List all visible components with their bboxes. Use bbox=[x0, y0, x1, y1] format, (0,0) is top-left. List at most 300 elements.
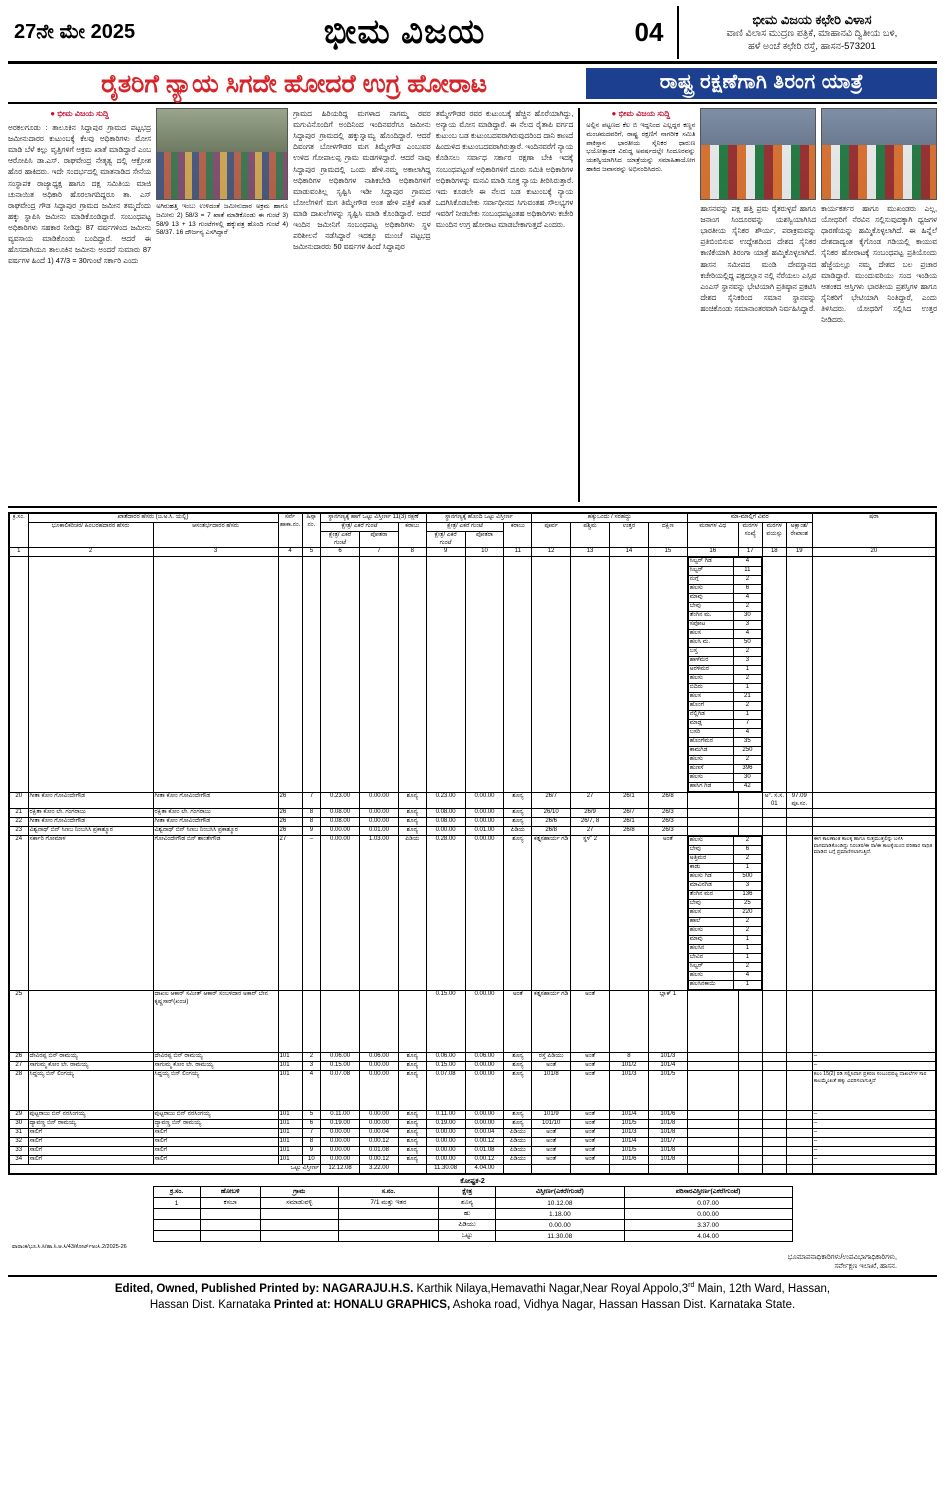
tree-row bbox=[688, 909, 761, 918]
cell-empty bbox=[153, 557, 278, 793]
colnum-16: 16 bbox=[687, 548, 738, 557]
tree-name: ಅತ್ತಿಮರ bbox=[688, 855, 733, 864]
cell-karab-1: ಶೂನ್ಯ bbox=[398, 809, 426, 818]
cell-area-2: 0.19.00 bbox=[426, 1120, 465, 1129]
cell-hissa-no: 10 bbox=[302, 1156, 321, 1165]
tree-count: 2 bbox=[734, 927, 762, 936]
cell-pothara-1: 0.00.00 bbox=[360, 1111, 399, 1120]
cell-survey-no: 101 bbox=[278, 1062, 302, 1071]
cell-south: 101/8 bbox=[648, 1147, 687, 1156]
cell-pothara-1: 0.01.08 bbox=[360, 1147, 399, 1156]
tree-name: ಕಾಮಗಿಡ bbox=[688, 747, 733, 756]
cell-survey-no bbox=[278, 991, 302, 1053]
cell-tree-age bbox=[762, 1147, 786, 1156]
imprint-printer-address: Ashoka road, Vidhya Nagar, Hassan Hassan Dist. Karnataka State. bbox=[452, 1299, 796, 1312]
cell-pothara-1: 0.00.12 bbox=[360, 1156, 399, 1165]
table-row bbox=[10, 1053, 936, 1062]
cell-empty bbox=[360, 557, 399, 793]
cell-pothara-1: 1.03.00 bbox=[360, 836, 399, 991]
table-row bbox=[10, 809, 936, 818]
th-group-1: ಸ್ಥಾನಗಣ್ಯಕ್ಕೆ ಹಾಗೆ ಒಟ್ಟು ವಿಸ್ತೀರ್ಣ 11(3) ರಕ್ಷಣೆ bbox=[321, 514, 427, 523]
tree-name: ಹಲಸು bbox=[688, 972, 733, 981]
cell-tree-age bbox=[762, 827, 786, 836]
tree-name: ಹೊಂಗೆಮರ bbox=[688, 738, 733, 747]
tree-count: 25 bbox=[734, 900, 762, 909]
cell-occupant-name: ಸಾಗುಮ್ಮ ಕೋಂ ಲೇ. ರಾಮಯ್ಯ bbox=[153, 1062, 278, 1071]
footer-cell-sno: 1 bbox=[153, 1198, 200, 1209]
row-serial: 30 bbox=[10, 1120, 29, 1129]
cell-area-2: 0.06.00 bbox=[426, 1053, 465, 1062]
cell-pothara-1: 0.00.00 bbox=[360, 1071, 399, 1111]
tree-name: ಹಲಸು bbox=[688, 837, 733, 846]
cell-east: ಅಂತೆ bbox=[532, 1138, 571, 1147]
cell-tree-count bbox=[738, 1129, 762, 1138]
cell-tree-count bbox=[738, 1120, 762, 1129]
cell-owner-name: ಗೀತಾ ಕೋಂ ಗೋವಿಂದೇಗೌಡ bbox=[28, 793, 153, 809]
tree-row bbox=[688, 918, 761, 927]
cell-owner-name: ಪುಟ್ಟರಾಜು ಬಿನ್ ನರಸಿಂಗಯ್ಯ bbox=[28, 1111, 153, 1120]
footer-cell-kshetra: ಶೂನ್ಯ bbox=[439, 1198, 496, 1209]
cell-coordinates bbox=[786, 1147, 812, 1156]
cell-hissa-no: 7 bbox=[302, 793, 321, 809]
tree-count: 4 bbox=[734, 594, 762, 603]
cell-tree-age bbox=[762, 1053, 786, 1062]
footer-cell-survey: 7/1 ಮತ್ತು ಇತರ bbox=[338, 1198, 439, 1209]
row-serial: 29 bbox=[10, 1111, 29, 1120]
tree-count: 136 bbox=[734, 891, 762, 900]
publication-date: 27ನೇ ಮೇ 2025 bbox=[14, 21, 136, 43]
th-hissa-no: ಹಿಸ್ಸಾ ನಂ. bbox=[302, 514, 321, 548]
tree-name: ತೆಂಗಿನ ಮರ bbox=[688, 891, 733, 900]
total-empty bbox=[532, 1165, 571, 1174]
cell-south: 101/6 bbox=[648, 1111, 687, 1120]
cell-west: ಅಂತೆ bbox=[571, 1156, 610, 1165]
cell-survey-no: 26 bbox=[278, 827, 302, 836]
table-row bbox=[10, 827, 936, 836]
cell-empty bbox=[278, 557, 302, 793]
tree-row bbox=[688, 558, 761, 567]
tree-row bbox=[688, 945, 761, 954]
cell-area-2: 0.00.00 bbox=[426, 1156, 465, 1165]
cell-karab-1: ಶೂನ್ಯ bbox=[398, 1138, 426, 1147]
article-photo-rally-2 bbox=[821, 108, 937, 200]
table-row bbox=[10, 1129, 936, 1138]
cell-east: 26/10 bbox=[532, 809, 571, 818]
cell-north: 101/6 bbox=[610, 1156, 649, 1165]
th-area-2: ಕ್ಷೇತ್ರ/ ಎಕರೆ ಗುಂಟೆ bbox=[426, 523, 504, 532]
cell-area-1: 0.19.00 bbox=[321, 1120, 360, 1129]
tree-count: 6 bbox=[734, 846, 762, 855]
cell-area-2: 0.08.00 bbox=[426, 818, 465, 827]
tree-count: 2 bbox=[734, 918, 762, 927]
tree-count: 2 bbox=[734, 576, 762, 585]
tree-name: ಹಲಸಿನ bbox=[688, 945, 733, 954]
cell-karab-2: ಪಿಡಿಯು bbox=[504, 1156, 532, 1165]
row-serial: 22 bbox=[10, 818, 29, 827]
th-acre-gunte-2: ಕ್ಷೇತ್ರ/ ಎಕರೆ ಗುಂಟೆ bbox=[426, 532, 465, 548]
cell-hissa-no: 2 bbox=[302, 1053, 321, 1062]
cell-area-1: 0.11.00 bbox=[321, 1111, 360, 1120]
cell-owner-name: ಸಾಲಿಗೆ bbox=[28, 1147, 153, 1156]
tree-count: 30 bbox=[734, 612, 762, 621]
cell-east: ರಸ್ತೆ ಪಿಡಿಯು bbox=[532, 1053, 571, 1062]
cell-hissa-no: 8 bbox=[302, 818, 321, 827]
tree-row bbox=[688, 783, 761, 792]
cell-owner-name: ಸಾಲಿಗೆ bbox=[28, 1138, 153, 1147]
cell-hissa-no: 8 bbox=[302, 1138, 321, 1147]
cell-pothara-2: 0.00.00 bbox=[465, 1062, 504, 1071]
right-article-column-2 bbox=[700, 108, 816, 502]
th-tree-type: ಮರಾಗಳ ವಿಧ bbox=[687, 523, 738, 548]
cell-north: 26/8 bbox=[610, 827, 649, 836]
cell-survey-no: 27 bbox=[278, 836, 302, 991]
cell-north: 26/1 bbox=[610, 793, 649, 809]
total-area-1: 12.12.08 bbox=[321, 1165, 360, 1174]
left-article-column-2 bbox=[156, 108, 288, 502]
left-article-text-2: ಗ್ರಾಮದ ಹಿರಿಯರಿದ್ದ ಮಗಳಾದ ನಾಗಮ್ಮ ರವರ ಮಗುವಿನೊಂದಿಗೆ ಅಂದಿನಿಂದ ಇಂದಿನವರೆಗೂ ಜಮೀನು ಸಿದ್ದಾಪುರ ಗ್ರಾಮದಲ್ಲಿ ಹಕ್ಕುಸ್ವಾಮ್ಯ ಹೊಂದಿದ್ದಾರೆ. ಆದರೆ ದಿವಂಗತ ಬೋಳಗೌಡರ ಮಗ ತಿಮ್ಮೇಗೌಡ ಎಂಬುವರ ಉಳಿದ ಗೋಪಾಲಪ್ಪ ಗ್ರಾಮ ಮಡಗಳಿದ್ದಾರೆ. ಆದರೆ ನಾವು ಸಿದ್ದಾಪುರ ಗ್ರಾಮದಲ್ಲಿ ಒಂದು ಹೇಳಿ.ನಮ್ಮ ಅಕಾಲಾಗಿದ್ದ ಅಧಿಕಾರಿಗಳ ಅಧಿಕಾರಿಗಳ ನಾಶಿಕಬೇಡಿ ಅಧಿಕಾರಿಗಳಿಗೆ ಮಾಡುವಂತಿಲ್ಲ ಸೃಷ್ಟಿಸಿ ಇಡೀ ಸಿದ್ದಾಪುರ ಗ್ರಾಮದ ಬೋಲೆಗಳಿಗೆ ಮಗ ತಿಮ್ಮೇಗೌಡ ಅಂತ ಹೇಳಿ ಪತ್ರಿಕೆ ಖಾತೆ ಮಾಡಿ ದಾಖಲೆಗಳನ್ನು ಸೃಷ್ಟಿಸಿ ಮಾಡಿ ಕೊಂಡಿದ್ದಾರೆ. ಅದರೆ ಇಂದಿನ ಜಮೀನಿಗೆ ಸಂಬಂಧಪಟ್ಟ ಅಧಿಕಾರಿಗಳು ಸ್ಥಳ ಪರಿಶೀಲನೆ ನಡೆಸಿದ್ದಾರೆ ಇದಕ್ಕೂ ಮುಂಚೆ ಪಟ್ಟಭದ್ರ ಜಮೀನುದಾರರು 50 ವರ್ಷಗಳ ಹಿಂದೆ ಸಿದ್ದಾಪುರ bbox=[293, 109, 431, 252]
tree-row bbox=[688, 648, 761, 657]
cell-pothara-1: 0.00.00 bbox=[360, 793, 399, 809]
cell-tree-type bbox=[687, 793, 738, 809]
cell-remarks bbox=[812, 827, 935, 836]
tree-name: ಮಾವು bbox=[688, 594, 733, 603]
cell-empty bbox=[571, 557, 610, 793]
cell-north: 101/5 bbox=[610, 1147, 649, 1156]
office-address-line-2: ಹಳೆ ಅಂಚೆ ಕಛೇರಿ ರಸ್ತೆ, ಹಾಸನ-573201 bbox=[748, 41, 876, 53]
table-total-row bbox=[10, 1165, 936, 1174]
row-serial: 25 bbox=[10, 991, 29, 1053]
table-row bbox=[10, 818, 936, 827]
row-serial: 21 bbox=[10, 809, 29, 818]
tree-count: 1 bbox=[734, 864, 762, 873]
footer-table-row bbox=[153, 1220, 792, 1231]
tree-count: 396 bbox=[734, 765, 762, 774]
th-occupant-name: ಆಸಂತರ್ಭದಾರರ ಹೆಸರು bbox=[153, 523, 278, 548]
colnum-17: 17 bbox=[738, 548, 762, 557]
right-article-text-1: ಹಾಸನವನ್ನು ಪಕ್ಷ ಹತ್ತಿ ಪ್ರಮ ರೈತರುಳ್ಳವೆ ಹಾಗೂ ಜನಾಂಗ ಸಿಂದೂರವನ್ನು ಯಶಸ್ವಿಯಾಗಿಸಿದ ಭಾರತೀಯ ಸೈನಿಕರ ಶೌರ್ಯ, ಪರಾಕ್ರಮವನ್ನು ಪ್ರತಿಬಿಂಬಿಸುವ ಉದ್ದೇಶದಿಂದ ದೇಶದ ಸೈನಿಕರ ಕಾಣಿಕೆಯಾಗಿ ತಿರಂಗಾ ಯಾತ್ರೆ ಹಮ್ಮಿಕೊಳ್ಳಲಾಗಿದೆ. ಹಾಸನ ಸಮೀಪದ ಮಂಡಿ ದೇವಸ್ಥಾನದ ಕಚೇರಿಯಲ್ಲಿದ್ದ ಪಕ್ಷದಲ್ಲಾನ ನಲ್ಲಿ ನೆರೆಯಲು ಎಸ್ಸಿವ ಎಂಎಸ್ ಸ್ಥಾನವನ್ನು ಭೇಟಿಯಾಗಿ ಪ್ರತಿಷ್ಠಾನ ಪ್ರಕಟಿಸಿ ದೇಶದ ಸೈನಿಕರಿಂದ ಸಮಾನ ಸ್ಥಾನವನ್ನು ಹಂಚಿಕೊಂಡು ಸಮಾನಾಂತರವಾಗಿ ನಿರ್ವಹಿಸಿದ್ದಾರೆ. bbox=[700, 204, 817, 313]
footer-table-body bbox=[153, 1198, 792, 1242]
tree-row bbox=[688, 621, 761, 630]
cell-west: ಅಂತೆ bbox=[571, 1147, 610, 1156]
footer-cell-area: 10.12.08 bbox=[496, 1198, 625, 1209]
tree-row bbox=[688, 756, 761, 765]
cell-karab-1: ಶೂನ್ಯ bbox=[398, 1129, 426, 1138]
cell-coordinates bbox=[786, 818, 812, 827]
imprint-printer-name: Printed at: HONALU GRAPHICS, bbox=[273, 1299, 451, 1312]
colnum-4: 4 bbox=[278, 548, 302, 557]
footer-th-0: ಕ್ರ.ಸಂ. bbox=[153, 1187, 200, 1198]
tree-count: 3 bbox=[734, 882, 762, 891]
cell-empty bbox=[504, 557, 532, 793]
tree-name: ಹಲಸು bbox=[688, 585, 733, 594]
table-row bbox=[10, 1071, 936, 1111]
imprint-district: Hassan Dist. Karnataka bbox=[149, 1299, 271, 1312]
tree-count: 6 bbox=[734, 585, 762, 594]
footer-cell-sno bbox=[153, 1209, 200, 1220]
footer-th-4: ಕ್ಷೇತ್ರ bbox=[439, 1187, 496, 1198]
cell-area-2: 0.00.00 bbox=[426, 1138, 465, 1147]
tree-count: 2 bbox=[734, 855, 762, 864]
cell-area-2: 0.15.00 bbox=[426, 1062, 465, 1071]
cell-pothara-2: 0.00.12 bbox=[465, 1138, 504, 1147]
cell-pothara-1: 0.00.12 bbox=[360, 1138, 399, 1147]
th-tree-age: ಮರಗಳ ವಯಸ್ಸು bbox=[762, 523, 786, 548]
tree-count: 35 bbox=[734, 738, 762, 747]
cell-survey-no: 101 bbox=[278, 1129, 302, 1138]
imprint-line-1 bbox=[8, 1281, 937, 1297]
cell-tree-count bbox=[738, 793, 762, 809]
land-notification-table bbox=[8, 512, 937, 1175]
tree-count: 1 bbox=[734, 684, 762, 693]
right-article-column-1 bbox=[586, 108, 695, 502]
cell-remarks bbox=[812, 991, 935, 1053]
footer-table-title: ಕೋಷ್ಟಕ-2 bbox=[460, 1178, 485, 1185]
th-sno: ಕ್ರ.ಸಂ. bbox=[10, 514, 29, 548]
cell-area-1: 0.00.00 bbox=[321, 1156, 360, 1165]
cell-pothara-2: 0.01.00 bbox=[465, 827, 504, 836]
tree-count: 1 bbox=[734, 666, 762, 675]
cell-area-1: 0.00.00 bbox=[321, 836, 360, 991]
tree-name: ಮಾವು bbox=[688, 936, 733, 945]
cell-tree-age bbox=[762, 991, 786, 1053]
cell-pothara-2: 0.00.12 bbox=[465, 1156, 504, 1165]
tree-row bbox=[688, 720, 761, 729]
footer-cell-kshetra: ಪಿಡಿಯು bbox=[439, 1220, 496, 1231]
cell-tree-count bbox=[738, 818, 762, 827]
cell-empty bbox=[465, 557, 504, 793]
footer-cell-kshetra: ಒಟ್ಟು bbox=[439, 1231, 496, 1242]
th-west: ಪಶ್ಚಿಮ bbox=[571, 523, 610, 548]
cell-karab-1: ಶೂನ್ಯ bbox=[398, 1111, 426, 1120]
footer-cell-area2: 3.37.00 bbox=[624, 1220, 792, 1231]
tree-row bbox=[688, 738, 761, 747]
total-empty bbox=[786, 1165, 812, 1174]
cell-owner-name: ರಕ್ಷಿತಾ ಕೋಂ ಲೇ. ಗಂಗರಾಜು bbox=[28, 809, 153, 818]
cell-survey-no: 101 bbox=[278, 1053, 302, 1062]
tree-row bbox=[688, 864, 761, 873]
cell-karab-1: ಶೂನ್ಯ bbox=[398, 1053, 426, 1062]
cell-karab-1: ಶೂನ್ಯ bbox=[398, 793, 426, 809]
cell-north: 26/1 bbox=[610, 818, 649, 827]
cell-karab-1: ಶೂನ್ಯ bbox=[398, 1062, 426, 1071]
tree-count: 1 bbox=[734, 954, 762, 963]
footer-cell-hobli: ಕಸಬಾ bbox=[200, 1198, 260, 1209]
tree-row bbox=[688, 612, 761, 621]
cell-empty bbox=[302, 557, 321, 793]
cell-owner-name: ಸಾಗುಮ್ಮ ಕೋಂ ಲೇ. ರಾಮಯ್ಯ bbox=[28, 1062, 153, 1071]
cell-remarks: – bbox=[812, 1147, 935, 1156]
cell-owner-name: ದ್ಯಾವಣ್ಣ ಬಿನ್ ರಾಮಯ್ಯ bbox=[28, 1120, 153, 1129]
cell-south: 26/3 bbox=[648, 809, 687, 818]
th-survey-no: ಸರ್ವೆ ಹಾಕಾ.ನಂ. bbox=[278, 514, 302, 548]
cell-north: 26/7 bbox=[610, 809, 649, 818]
th-acre-gunte-1: ಕ್ಷೇತ್ರ/ ಎಕರೆ ಗುಂಟೆ bbox=[321, 532, 360, 548]
cell-pothara-2: 0.00.00 bbox=[465, 1071, 504, 1111]
cell-pothara-2: 0.00.00 bbox=[465, 793, 504, 809]
cell-north: 101/4 bbox=[610, 1138, 649, 1147]
cell-east: ಅಂತೆ bbox=[532, 1147, 571, 1156]
footer-cell-hobli bbox=[200, 1220, 260, 1231]
cell-tree-type bbox=[687, 1062, 738, 1071]
cell-occupant-name: ಸಾಲಿಗೆ bbox=[153, 1138, 278, 1147]
cell-tree-type bbox=[687, 1053, 738, 1062]
signature-line-2: ಸರ್ವೇಕ್ಷಣ ಇಲಾಖೆ, ಹಾಸನ. bbox=[834, 1263, 897, 1271]
tree-row bbox=[688, 594, 761, 603]
footer-cell-area2: 0.07.00 bbox=[624, 1198, 792, 1209]
cell-north: 101/3 bbox=[610, 1071, 649, 1111]
footer-cell-area: 11.30.08 bbox=[496, 1231, 625, 1242]
cell-area-2: 0.00.00 bbox=[426, 827, 465, 836]
cell-survey-no: 101 bbox=[278, 1120, 302, 1129]
row-serial: 33 bbox=[10, 1147, 29, 1156]
cell-pothara-2: 0.01.08 bbox=[465, 1147, 504, 1156]
cell-tree-type bbox=[687, 1138, 738, 1147]
cell-owner-name: ಗೀತಾ ಕೋಂ ಗೋವಿಂದೇಗೌಡ bbox=[28, 818, 153, 827]
footer-header-row bbox=[153, 1187, 792, 1198]
cell-tree-age bbox=[762, 836, 786, 991]
cell-east: ಕತ್ತೃಸಹಾರ್ಯ ಗಡಿ bbox=[532, 991, 571, 1053]
cell-pothara-1 bbox=[360, 991, 399, 1053]
cell-coordinates bbox=[786, 1062, 812, 1071]
tree-row bbox=[688, 927, 761, 936]
left-article-column-3 bbox=[293, 108, 431, 502]
cell-tree-age bbox=[762, 818, 786, 827]
cell-owner-name: ಸಿದ್ದಯ್ಯ ಬಿನ್ ಲಿಂಗಯ್ಯ bbox=[28, 1071, 153, 1111]
cell-occupant-name: ವಿಶ್ವನಾಥ್ ಬಿನ್ ಸಿಣಬ ನಿಂಬಸಿಸಿ ಪ್ರಕಾಶ್ಮೂರ bbox=[153, 827, 278, 836]
total-karab-1 bbox=[398, 1165, 426, 1174]
footer-table-row bbox=[153, 1198, 792, 1209]
cell-hissa-no: 3 bbox=[302, 1062, 321, 1071]
tree-row bbox=[688, 702, 761, 711]
cell-tree-count bbox=[738, 1156, 762, 1165]
th-group-3: ಹಕ್ಕುಒಂದು / ಸರಹದ್ದು bbox=[532, 514, 688, 523]
tree-name: ಹಲಸ bbox=[688, 693, 733, 702]
cell-tree-count bbox=[738, 1062, 762, 1071]
tree-name: ಹುಣಸೆ bbox=[688, 765, 733, 774]
cell-pothara-2: 0.06.00 bbox=[465, 1053, 504, 1062]
cell-west: 27 bbox=[571, 827, 610, 836]
tree-row bbox=[688, 855, 761, 864]
tree-name: ಬೇವು bbox=[688, 900, 733, 909]
cell-occupant-name: ದೇವಿರಪ್ಪ ಬಿನ್ ರಾಮಯ್ಯ bbox=[153, 1053, 278, 1062]
cell-remarks bbox=[812, 818, 935, 827]
tree-row bbox=[688, 657, 761, 666]
colnum-6: 6 bbox=[321, 548, 360, 557]
cell-tree-type bbox=[687, 1071, 738, 1111]
tree-row bbox=[688, 747, 761, 756]
cell-hissa-no: 8 bbox=[302, 809, 321, 818]
cell-karab-2: ಶೂನ್ಯ bbox=[504, 1062, 532, 1071]
cell-pothara-2: 0.00.00 bbox=[465, 1120, 504, 1129]
cell-karab-2: ಶೂನ್ಯ bbox=[504, 818, 532, 827]
th-group-2: ಸ್ಥಾನಗಣ್ಯಕ್ಕೆ ಹೊಂದಿ ಒಟ್ಟು ವಿಸ್ತೀರ್ಣ bbox=[426, 514, 532, 523]
cell-occupant-name: ರಕ್ಷಿತಾ ಕೋಂ ಲೇ. ಗಂಗರಾಜು bbox=[153, 809, 278, 818]
tree-name: ಸಿಲ್ವರ್ bbox=[688, 567, 733, 576]
office-title: ಭೀಮ ವಿಜಯ ಕಛೇರಿ ವಿಳಾಸ bbox=[752, 11, 872, 27]
cell-tree-count bbox=[738, 827, 762, 836]
cell-west: ಅಂತೆ bbox=[571, 1062, 610, 1071]
cell-west: ಅಂತೆ bbox=[571, 991, 610, 1053]
th-coordinates: ಅಕ್ಷಾಂಶ/ ರೇಖಾಂಶ bbox=[786, 523, 812, 548]
colnum-5: 5 bbox=[302, 548, 321, 557]
tree-row bbox=[688, 729, 761, 738]
th-north: ಉತ್ತರ bbox=[610, 523, 649, 548]
footer-cell-village bbox=[260, 1220, 338, 1231]
cell-tree-type bbox=[687, 1120, 738, 1129]
tree-count: 2 bbox=[734, 702, 762, 711]
signature-block bbox=[8, 1253, 937, 1271]
cell-hissa-no: 5 bbox=[302, 1111, 321, 1120]
cell-east: 101/10 bbox=[532, 1120, 571, 1129]
th-group-4: ಮಾ-ಮಾಲ್ಗಿಗೆ ವಿವರ bbox=[687, 514, 812, 523]
tree-count: 2 bbox=[734, 675, 762, 684]
tree-count: 21 bbox=[734, 693, 762, 702]
tree-count: 3 bbox=[734, 621, 762, 630]
cell-north: 101/3 bbox=[610, 1129, 649, 1138]
footer-cell-village: ಸಮಾಡುವಳ್ಳಿ bbox=[260, 1198, 338, 1209]
tree-row bbox=[688, 693, 761, 702]
cell-area-1: 0.06.00 bbox=[321, 1053, 360, 1062]
cell-pothara-2: 0.00.00 bbox=[465, 1111, 504, 1120]
row-serial: 31 bbox=[10, 1129, 29, 1138]
cell-hissa-no: 7 bbox=[302, 1129, 321, 1138]
cell-owner-name: ವಿಶ್ವನಾಥ್ ಬಿನ್ ಸಿಣಬ ನಿಂಬಸಿಸಿ ಪ್ರಕಾಶ್ಮೂರ bbox=[28, 827, 153, 836]
colnum-10: 10 bbox=[465, 548, 504, 557]
cell-remarks: – bbox=[812, 1120, 935, 1129]
cell-coordinates bbox=[786, 991, 812, 1053]
tree-row bbox=[688, 837, 761, 846]
cell-karab-2: ಶೂನ್ಯ bbox=[504, 809, 532, 818]
left-article-text-3: ತಮ್ಮೇಗೌಡರ ರವರ ಕುಟುಂಬಕ್ಕೆ ಹೆಚ್ಚಿನ ಹೊರೆಯಾಗಿದ್ದು, ಅನ್ಯಾಯ ಮೋಸ ಮಾಡಿದ್ದಾರೆ. ಈ ನೆಲದ ರೈತಾಪಿ ವರ್ಗದ ಕುಟುಂಬ ಬಡ ಕುಟುಂಬದವರಾಗಿರುವುದರಿಂದ ದಾನಿ ಕಾಣದೆ ಹಿಂದುಳಿದ ಕುಟುಂಬದವರಾಗಿರುತ್ತಾರೆ. ಇಂದಿನವರೆಗೆ ನ್ಯಾಯ ಕೊಡಿಸಲು ಸರ್ವಾಧ ಸರ್ಕಾರ ರಕ್ಷಣಾ ಬೇಕಿ ಇದಕ್ಕೆ ಸಂಬಂಧಪಟ್ಟಂತೆ ಅಧಿಕಾರಿಗಳಿಗೆ ದೂರು ಸಮಿತಿ ಅಧಿಕಾರಿಗಳ ಅಧಿಕಾರಿಗಳನ್ನು ಮನವಿ ಮಾಡಿ ಸೂಕ್ತ ನ್ಯಾಯ ತೀರಿಸಿರುತ್ತಾರೆ. ಇದು ಕೂಡಲೇ ಈ ನೆಲದ ಬಡ ಕುಟುಂಬಕ್ಕೆ ನ್ಯಾಯ ಒದಗಿಸಿಕೊಡಬೇಕು ಸರ್ವಾಧೀನದ ಸಿಗುವಂತಹ ಸೌಲಭ್ಯಗಳ ಇವರಿಗೆ ನೀಡಬೇಕು ಸಂಬಂಧಪಟ್ಟಂತಹ ಅಧಿಕಾರಿಗಳು ಕಚೇರಿ ಮುಂದಿನ ಉಗ್ರ ಹೋರಾಟ ಮಾಡಬೇಕಾಗುತ್ತದೆ ಎಂದರು. bbox=[435, 109, 574, 230]
cell-coord bbox=[786, 557, 812, 793]
right-article-text-2: ಕಾರ್ಯಕರ್ತರ ಹಾಗೂ ಮುಖಂಡರು ಎಲ್ಲ, ಯೋಧರಿಗೆ ನೆರವಿನ ಸಲ್ಲಿಸುವುದಕ್ಕಾಗಿ ಧ್ವಜಗಳ ಧಾರಣೆಯನ್ನು ಹಮ್ಮಿಕೊಳ್ಳಲಾಗಿದೆ. ಈ ಹಿನ್ನೆಲೆ ದೇಶದಾದ್ಯಂತ ಕೈಗೊಂಡ ಗಡಿಯಲ್ಲಿ ಕಾಯುವ ಸೈನಿಕರ ಹೋರಾಟಕ್ಕೆ ಸಂಬಂಧಪಟ್ಟ ಪ್ರತಿಯೊಂದು ಹೆಜ್ಜೆಯಲ್ಲೂ ನಮ್ಮ ದೇಶದ ಬಲ ಪ್ರಚಾರ ಮಾಡಿದ್ದಾರೆ. ಮುಂದುವರಿಯು ಸಂದ ಇಂಡಿಯ ಆತಂಕದ ಆಸ್ತಿಗಳು ಭಾರತೀಯ ಪ್ರಶಸ್ತಿಗಳ ಹಾಗೂ ಸೈನಿಕರಿಗೆ ಭೇಟಿಯಾಗಿ ನಿಂತಿದ್ದಾರೆ, ಎಂದು ತಿಳಿಸಿದರು. ಯೋಧರಿಗೆ ಸಲ್ಲಿಸಿದ ಉತ್ತರ ನೀಡಿದರು. bbox=[821, 204, 937, 325]
cell-survey-no: 101 bbox=[278, 1111, 302, 1120]
cell-occupant-name: ಗೀತಾ ಕೋಂ ಗೋವಿಂದೇಗೌಡ bbox=[153, 793, 278, 809]
colnum-15: 15 bbox=[648, 548, 687, 557]
cell-north: 101/2 bbox=[610, 1062, 649, 1071]
tree-row bbox=[688, 684, 761, 693]
cell-area-1 bbox=[321, 991, 360, 1053]
colnum-11: 11 bbox=[504, 548, 532, 557]
tree-name: ಬೇವು bbox=[688, 603, 733, 612]
total-pothara-1: 3.22.00 bbox=[360, 1165, 399, 1174]
tree-row bbox=[688, 585, 761, 594]
tree-row bbox=[688, 711, 761, 720]
tree-count: 4 bbox=[734, 558, 762, 567]
tree-row bbox=[688, 936, 761, 945]
total-empty bbox=[812, 1165, 935, 1174]
tree-name: ಹಾಳೆಮರ bbox=[688, 657, 733, 666]
cell-pothara-2: 0.00.04 bbox=[465, 1129, 504, 1138]
cell-hissa-no: 9 bbox=[302, 1147, 321, 1156]
cell-survey-no: 101 bbox=[278, 1156, 302, 1165]
tree-name: ಕಾಡು bbox=[688, 864, 733, 873]
tree-row bbox=[688, 567, 761, 576]
cell-west: ಅಂತೆ bbox=[571, 1129, 610, 1138]
cell-tree-age bbox=[762, 1062, 786, 1071]
tree-name: ಹಲಸ bbox=[688, 909, 733, 918]
tree-row bbox=[688, 900, 761, 909]
tree-name: ಹಾಸಿಗ ಗಿಡ bbox=[688, 783, 733, 792]
cell-survey-no: 26 bbox=[278, 809, 302, 818]
cell-area-2: 0.07.08 bbox=[426, 1071, 465, 1111]
cell-west: 26/9 bbox=[571, 809, 610, 818]
imprint-ordinal-suffix: rd bbox=[688, 1282, 695, 1290]
th-area-1: ಕ್ಷೇತ್ರ/ ಎಕರೆ ಗುಂಟೆ bbox=[321, 523, 399, 532]
tree-count: 42 bbox=[734, 783, 762, 792]
row-serial: 32 bbox=[10, 1138, 29, 1147]
footer-summary-table bbox=[153, 1186, 793, 1242]
